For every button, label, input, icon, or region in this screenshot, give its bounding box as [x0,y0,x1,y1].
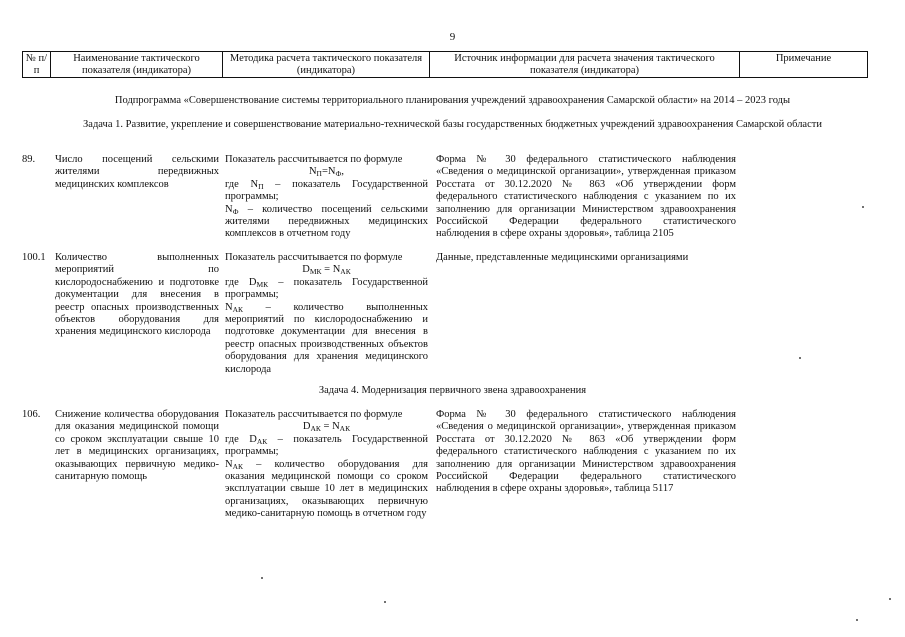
header-note: Примечание [740,52,868,78]
where-2: $N_{АК}$ – количество оборудования для оказания медицинской помощи со сроком эксплуатации свыше 10 лет в медицинских организациях, оказывающих первичную медико-санитарную помощь в отчетном году [225,458,428,520]
where-2: $N_Ф$ – количество посещений сельскими жителями передвижных медицинских комплексов в отчетном году [225,203,428,240]
subprogram-title: Подпрограмма «Совершенствование системы территориального планирования учреждений здравоохранения Самарской области» на 2014 – 2023 годы [114,95,791,106]
header-num: № п/п [23,52,51,78]
row-89-method [225,154,428,241]
table-header [22,51,868,78]
row-106-source: Форма № 30 федерального статистического наблюдения «Сведения о медицинской организации», утвержденная приказом Росстата от 30.12.2020 № 863 «Об утверждении форм федерального статистического наблюдения с указанием по их заполнению для организации Министерством здравоохранения Российской Федерации федерального статистического наблюдения в сфере охраны здоровья», таблица 5117 [436,409,736,495]
row-100-1-method [225,252,428,376]
row-100-1-source: Данные, представленные медицинскими организациями [436,252,689,263]
row-106-method [225,409,428,521]
method-intro: Показатель рассчитывается по формуле [225,409,403,420]
row-89-name: Число посещений сельскими жителями передвижных медицинских комплексов [55,154,219,190]
header-source: Источник информации для расчета значения тактического показателя (индикатора) [430,52,740,78]
row-100-1-number: 100.1 [22,252,46,263]
where-2: $N_{АК}$ – количество выполненных мероприятий по кислородоснабжению и подготовке документации для внесения в реестр опасных производственных объектов оборудования для хранения медицинского кислорода [225,301,428,375]
scan-speck [856,619,858,621]
formula: $D_{МК} = N_{АК}$ [302,264,351,277]
method-intro: Показатель рассчитывается по формуле [225,154,403,165]
where-1: где $D_{МК}$ – показатель Государственной программы; [225,276,428,301]
row-106-name: Снижение количества оборудования для оказания медицинской помощи со сроком эксплуатации свыше 10 лет в медицинских организациях, оказывающих первичную медико-санитарную помощь [55,409,219,483]
scan-speck [261,577,263,579]
task-4-title: Задача 4. Модернизация первичного звена здравоохранения [318,385,587,396]
row-89-number: 89. [22,154,36,165]
where-1: где $D_{АК}$ – показатель Государственной программы; [225,433,428,458]
header-name: Наименование тактического показателя (индикатора) [51,52,223,78]
scan-speck [799,357,801,359]
header-method: Методика расчета тактического показателя (индикатора) [223,52,430,78]
method-intro: Показатель рассчитывается по формуле [225,252,403,263]
scan-speck [384,601,386,603]
formula: $D_{АК} = N_{АК}$ [302,421,351,434]
scan-speck [862,206,864,208]
row-106-number: 106. [22,409,41,420]
where-1: где $N_П$ – показатель Государственной программы; [225,178,428,203]
page-number: 9 [449,31,456,43]
task-1-title: Задача 1. Развитие, укрепление и совершенствование материально-технической базы государственных бюджетных учреждений здравоохранения Самарской области [83,119,822,130]
row-100-1-name: Количество выполненных мероприятий по кислородоснабжению и подготовке документации для внесения в реестр опасных производственных объектов оборудования для хранения медицинского кислорода [55,252,219,338]
scan-speck [889,598,891,600]
row-89-source: Форма № 30 федерального статистического наблюдения «Сведения о медицинской организации», утвержденная приказом Росстата от 30.12.2020 № 863 «Об утверждении форм федерального статистического наблюдения с указанием по их заполнению для организации Министерством здравоохранения Российской Федерации федерального статистического наблюдения в сфере охраны здоровья», таблица 2105 [436,154,736,240]
formula: $N_П=N_Ф$, [308,166,345,179]
